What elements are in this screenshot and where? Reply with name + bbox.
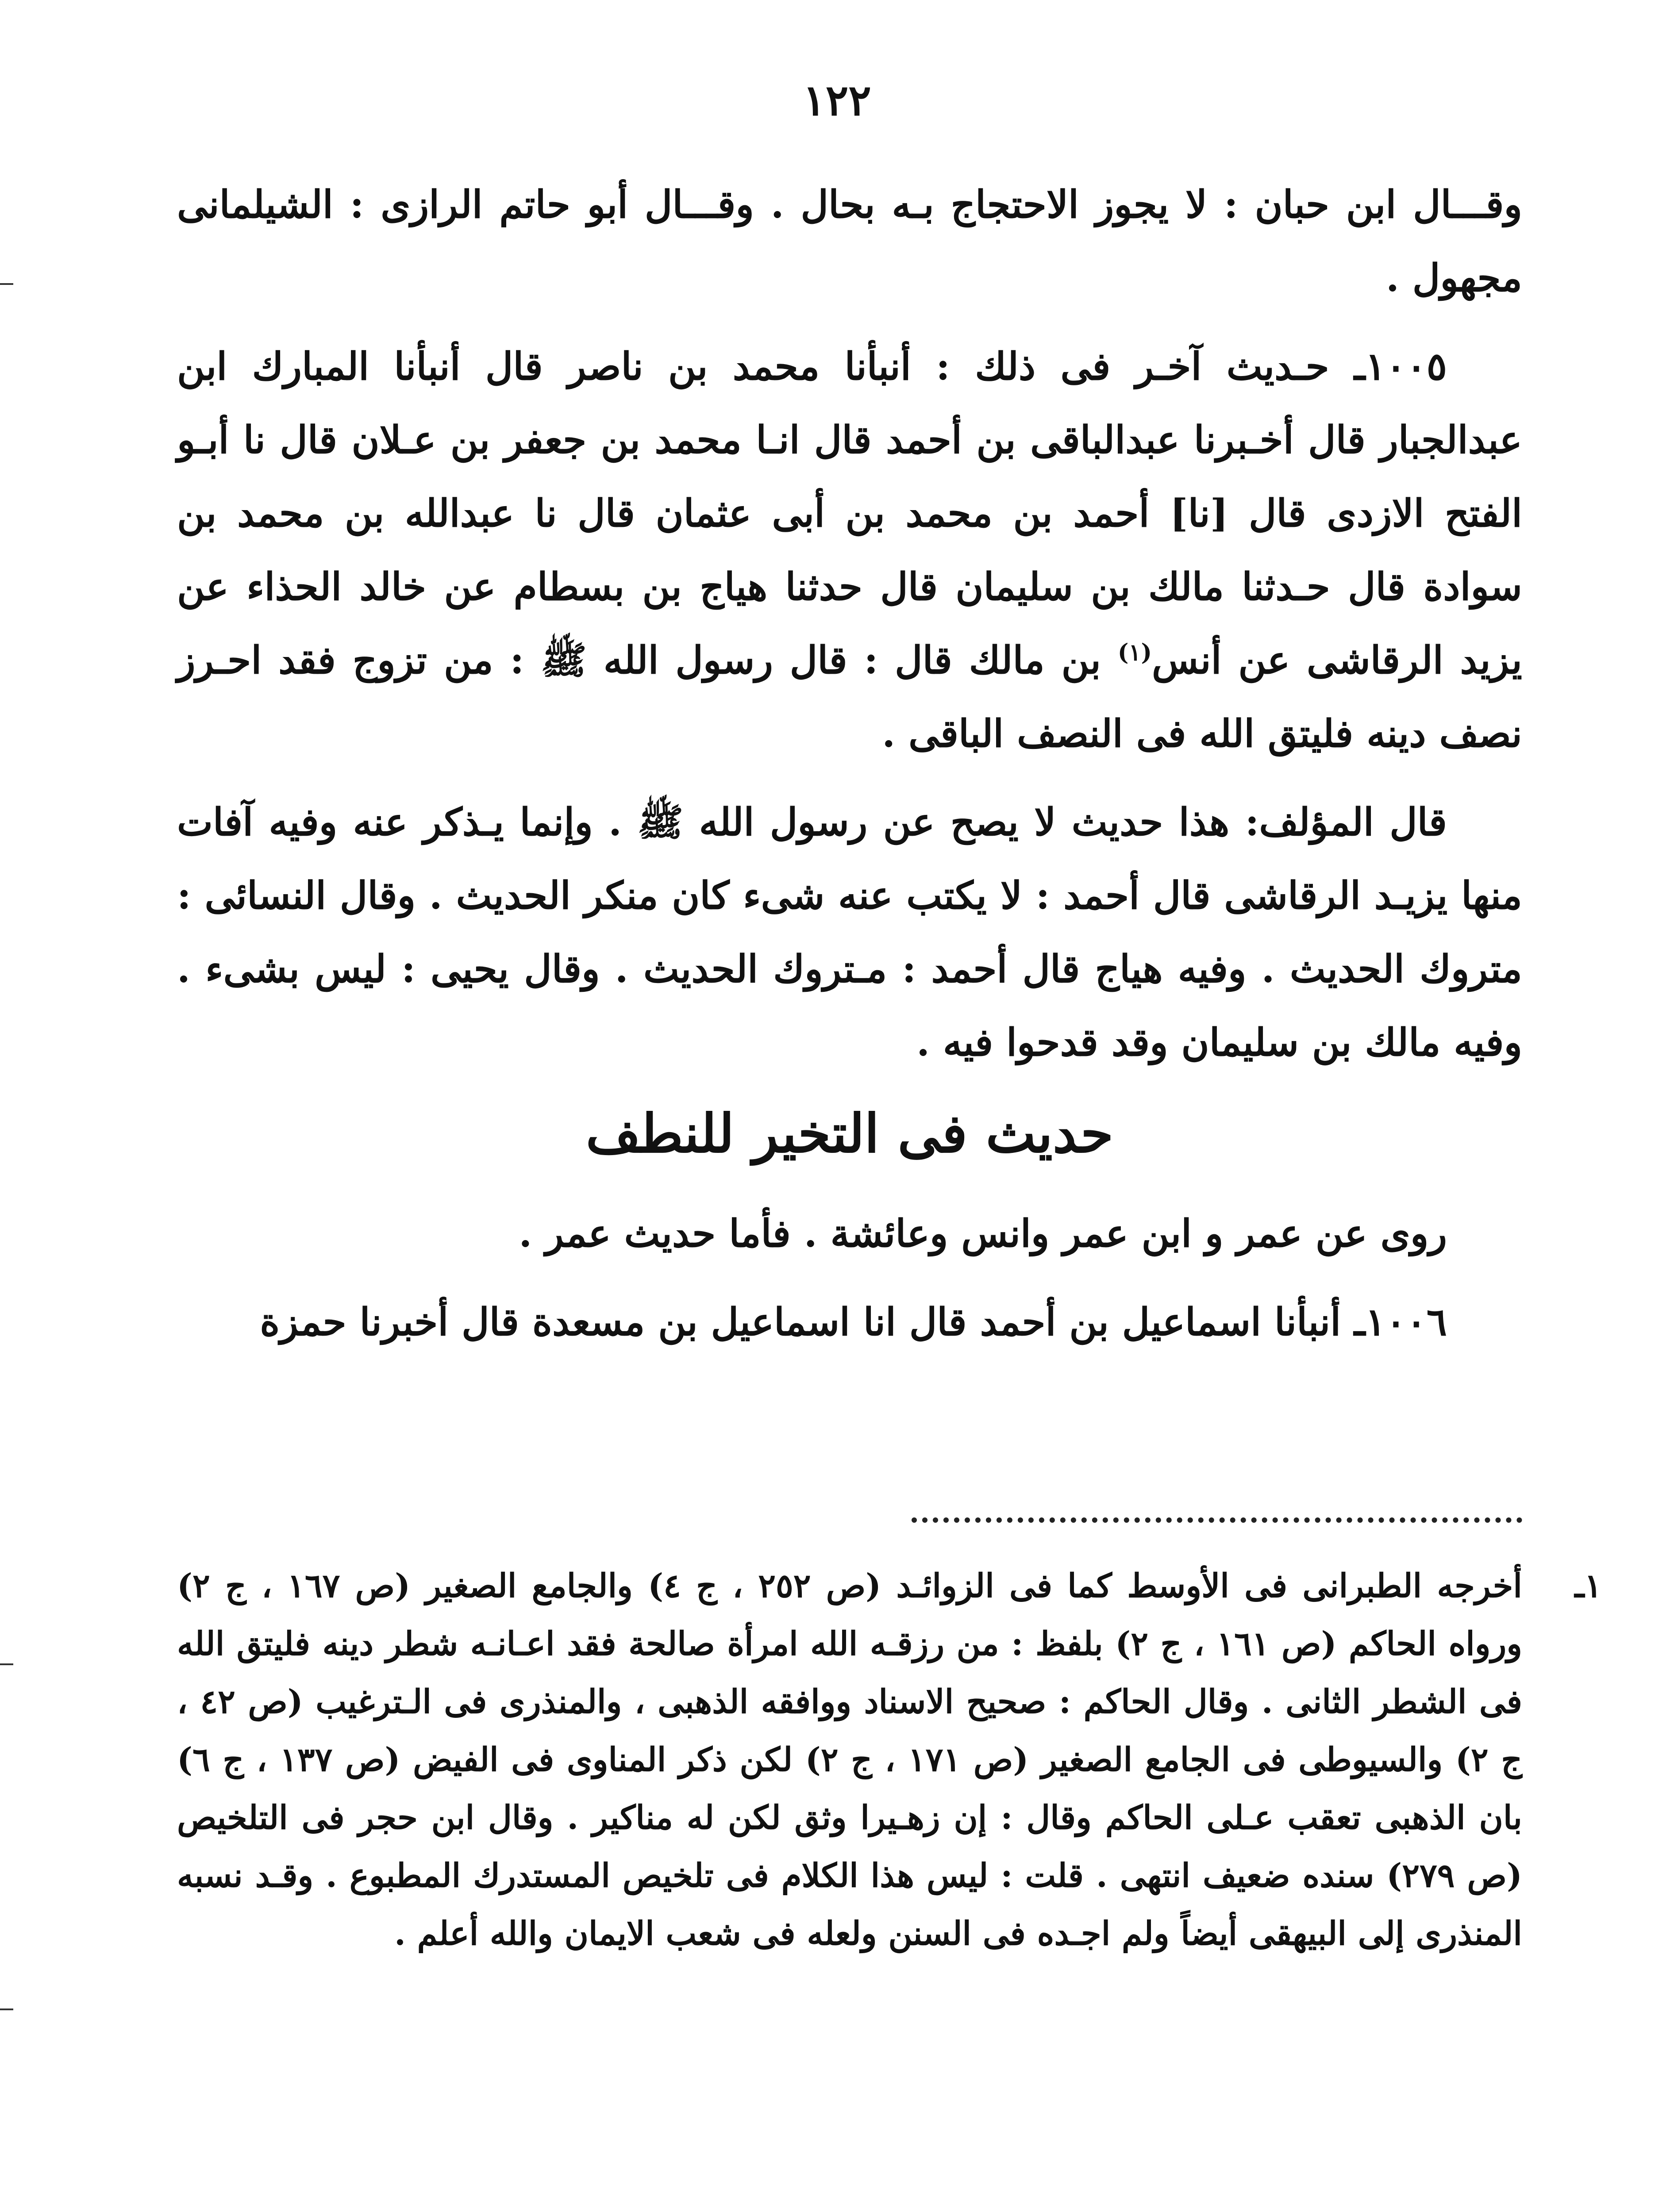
paragraph-hadith-1005	[177, 330, 1522, 771]
footnotes	[177, 1557, 1602, 1963]
main-text	[177, 168, 1522, 1374]
paragraph-author-comment: قال المؤلف: هذا حديث لا يصح عن رسول الله ﷺ . وإنما يـذكر عنه وفيه آفات منها يزيـد الرقاشى قال أحمد : لا يكتب عنه شىء كان منكر الحديث . وقال النسائى : متروك الحديث . وفيه هياج قال أحمد : مـتروك الحديث . وقال يحيى : ليس بشىء . وفيه مالك بن سليمان وقد قدحوا فيه .	[177, 800, 1522, 1065]
footnote-reference: (١)	[1117, 639, 1152, 666]
section-heading: حديث فى التخير للنطف	[585, 1102, 1114, 1165]
margin-mark	[0, 2008, 13, 2010]
paragraph-hadith-1006: ١٠٠٦ـ أنبأنا اسماعيل بن أحمد قال انا اسماعيل بن مسعدة قال أخبرنا حمزة	[260, 1300, 1447, 1344]
paragraph-ibn-hibban: وقـــال ابن حبان : لا يجوز الاحتجاج بـه بحال . وقـــال أبو حاتم الرازى : الشيلمانى مجهول .	[177, 182, 1522, 300]
margin-mark	[0, 283, 13, 285]
page-number: ١٢٢	[803, 75, 871, 125]
hadith-1005-matn: بن مالك قال : قال رسول الله ﷺ : من تزوج فقد احـرز نصف دينه فليتق الله فى النصف الباقى .	[177, 638, 1522, 756]
footnote-text: أخرجه الطبرانى فى الأوسط كما فى الزوائـد (ص ٢٥٢ ، ج ٤) والجامع الصغير (ص ١٦٧ ، ج ٢) ورواه الحاكم (ص ١٦١ ، ج ٢) بلفظ : من رزقـه الله امرأة صالحة فقد اعـانـه شطر دينه فليتق الله فى الشطر الثانى . وقال الحاكم : صحيح الاسناد ووافقه الذهبى ، والمنذرى فى الـترغيب (ص ٤٢ ، ج ٢) والسيوطى فى الجامع الصغير (ص ١٧١ ، ج ٢) لكن ذكر المناوى فى الفيض (ص ١٣٧ ، ج ٦) بان الذهبى تعقب عـلى الحاكم وقال : إن زهـيرا وثق لكن له مناكير . وقال ابن حجر فى التلخيص (ص ٢٧٩) سنده ضعيف انتهى . قلت : ليس هذا الكلام فى تلخيص المستدرك المطبوع . وقـد نسبه المنذرى إلى البيهقى أيضاً ولم اجـده فى السنن ولعله فى شعب الايمان والله أعلم .	[177, 1567, 1523, 1953]
footnote-marker: ١ـ	[1574, 1567, 1602, 1605]
footnote-separator	[912, 1517, 1522, 1523]
paragraph-narration: روى عن عمر و ابن عمر وانس وعائشة . فأما حديث عمر .	[519, 1211, 1447, 1256]
margin-mark	[0, 1663, 13, 1665]
hadith-1005-chain: ١٠٠٥ـ حـديث آخـر فى ذلك : أنبأنا محمد بن ناصر قال أنبأنا المبارك ابن عبدالجبار قال أخـبرنا عبدالباقى بن أحمد قال انـا محمد بن جعفر بن عـلان قال نا أبـو الفتح الازدى قال [نا] أحمد بن محمد بن أبى عثمان قال نا عبدالله بن محمد بن سوادة قال حـدثنا مالك بن سليمان قال حدثنا هياج بن بسطام عن خالد الحذاء عن يزيد الرقاشى عن أنس	[177, 344, 1522, 683]
